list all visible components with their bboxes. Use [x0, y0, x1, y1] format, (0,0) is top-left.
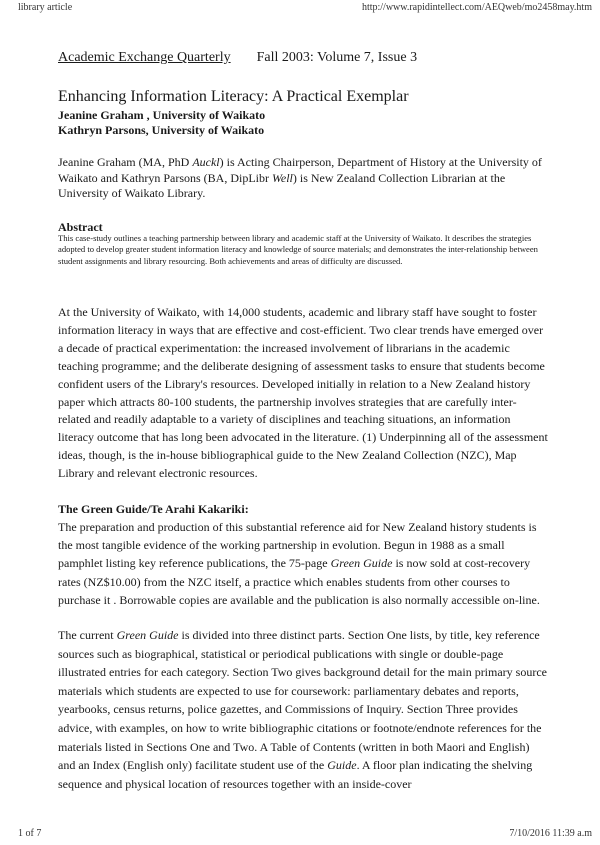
abstract-text: This case-study outlines a teaching partnership between library and academic staff at the University of Waikato. It describes the strategies adopted to develop greater student information literacy and knowledge of source materials; and demonstrates the inter-relationship between student assignments and library resourcing. Both achievements and areas of difficulty are discussed.: [58, 233, 538, 266]
article-title: Enhancing Information Literacy: A Practical Exemplar: [58, 88, 409, 105]
body-paragraph-3: The current Green Guide is divided into three distinct parts. Section One lists, by title, key reference sources such as biographical, statistical or periodical publications with single or double-page illustrated entries for each category. Section Two gives background detail for the main primary source materials which students are expected to use for coursework: parliamentary debates and reports, yearbooks, census returns, police gazettes, and Commissions of Inquiry. Section Three provides advice, with examples, on how to write bibliographic citations or footnote/endnote references for the materials listed in Sections One and Two. A Table of Contents (written in both Maori and English) and an Index (English only) facilitate student use of the Guide. A floor plan indicating the shelving sequence and physical location of resources together with an inside-cover: [58, 628, 547, 791]
author-2: Kathryn Parsons, University of Waikato: [58, 123, 265, 137]
print-timestamp: 7/10/2016 11:39 a.m: [509, 828, 592, 839]
author-list: [58, 108, 265, 138]
journal-name: Academic Exchange Quarterly: [58, 50, 231, 65]
body-paragraph-1: At the University of Waikato, with 14,000 students, academic and library staff have sought to foster information literacy in ways that are effective and cost-efficient. Two clear trends have emerged over a decade of practical experimentation: the increased involvement of librarians in the academic teaching programme; and the deliberate designing of assessment tasks to ensure that students become confident users of the Library's resources. Developed initially in relation to a New Zealand history paper which attracts 80-100 students, the partnership involves strategies that are carefully inter-related and readily adaptable to a variety of disciplines and teaching situations, an information literacy outcome that has long been advocated in the literature. (1) Underpinning all of the assessment ideas, though, is the in-house bibliographical guide to the New Zealand Collection (NZC), Map Library and relevant electronic resources.: [58, 305, 548, 481]
journal-line: [58, 50, 417, 66]
page-counter: 1 of 7: [18, 828, 42, 839]
abstract-heading: Abstract: [58, 220, 103, 234]
author-bio: Jeanine Graham (MA, PhD Auckl) is Acting Chairperson, Department of History at the University of Waikato and Kathryn Parsons (BA, DipLibr Well) is New Zealand Collection Librarian at the University of Waikato Library.: [58, 155, 542, 201]
page-header-left: library article: [18, 2, 73, 13]
body-paragraph-2: The preparation and production of this substantial reference aid for New Zealand history students is the most tangible evidence of the working partnership in evolution. Begun in 1988 as a small pamphlet listing key reference publications, the 75-page Green Guide is now sold at cost-recovery rates (NZ$10.00) from the NZC itself, a practice which enables students from other courses to purchase it . Borrowable copies are available and the publication is also normally accessible on-line.: [58, 520, 540, 607]
author-1: Jeanine Graham , University of Waikato: [58, 108, 266, 122]
journal-issue: Fall 2003: Volume 7, Issue 3: [256, 50, 418, 65]
page-header-url: http://www.rapidintellect.com/AEQweb/mo2458may.htm: [361, 2, 592, 13]
section-heading: The Green Guide/Te Arahi Kakariki:: [58, 502, 249, 516]
